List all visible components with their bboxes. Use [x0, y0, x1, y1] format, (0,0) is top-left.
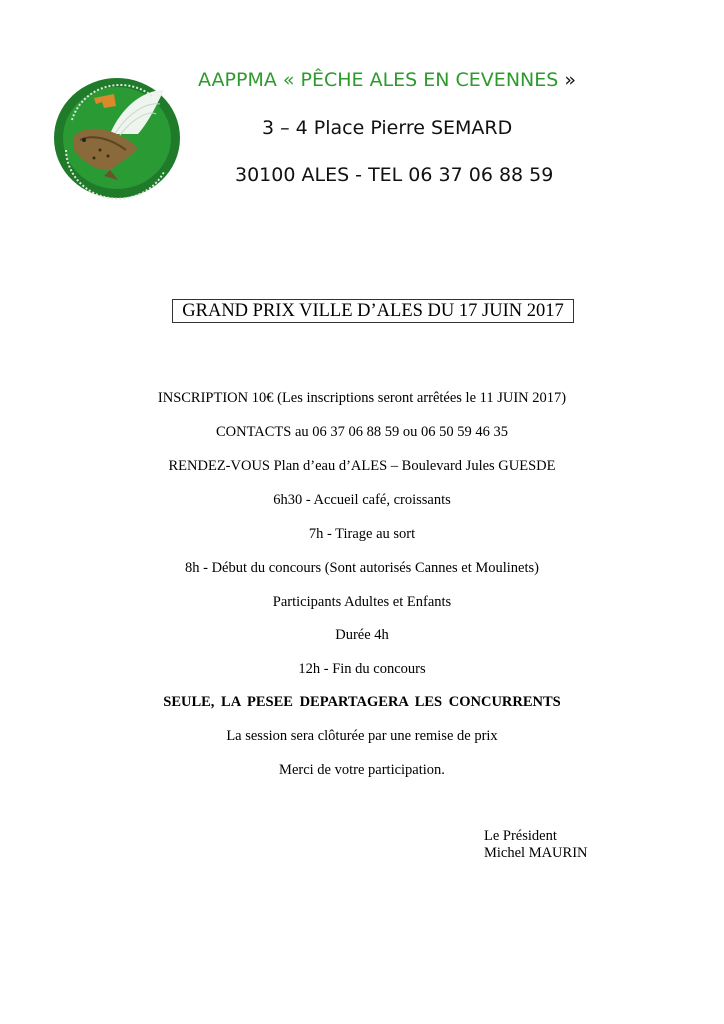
club-logo-icon: [52, 76, 182, 200]
rendezvous-line: RENDEZ-VOUS Plan d’eau d’ALES – Boulevard Jules GUESDE: [168, 458, 556, 474]
schedule-welcome-line: 6h30 - Accueil café, croissants: [273, 492, 451, 508]
inscription-line: INSCRIPTION 10€ (Les inscriptions seront arrêtées le 11 JUIN 2017): [157, 390, 567, 406]
signature-role: Le Président: [484, 828, 557, 844]
prize-ceremony-line: La session sera clôturée par une remise de prix: [226, 728, 498, 744]
org-name-close-quote: »: [558, 69, 576, 91]
event-title: GRAND PRIX VILLE D’ALES DU 17 JUIN 2017: [172, 299, 574, 323]
schedule-draw-line: 7h - Tirage au sort: [308, 526, 416, 542]
signature-name: Michel MAURIN: [484, 845, 588, 861]
weighing-rule-line: SEULE, LA PESEE DEPARTAGERA LES CONCURRENTS: [163, 694, 561, 710]
schedule-start-line: 8h - Début du concours (Sont autorisés Cannes et Moulinets): [185, 560, 539, 576]
org-city-phone: 30100 ALES - TEL 06 37 06 88 59: [235, 164, 554, 186]
schedule-end-line: 12h - Fin du concours: [298, 661, 426, 677]
signature-block: [484, 828, 588, 862]
org-address: 3 – 4 Place Pierre SEMARD: [262, 117, 513, 139]
thanks-line: Merci de votre participation.: [279, 762, 445, 778]
org-name-main: AAPPMA « PÊCHE ALES EN CEVENNES: [198, 69, 559, 91]
org-name: [198, 69, 576, 91]
participants-line: Participants Adultes et Enfants: [272, 594, 452, 610]
duration-line: Durée 4h: [335, 627, 389, 643]
contacts-line: CONTACTS au 06 37 06 88 59 ou 06 50 59 46 35: [215, 424, 509, 440]
